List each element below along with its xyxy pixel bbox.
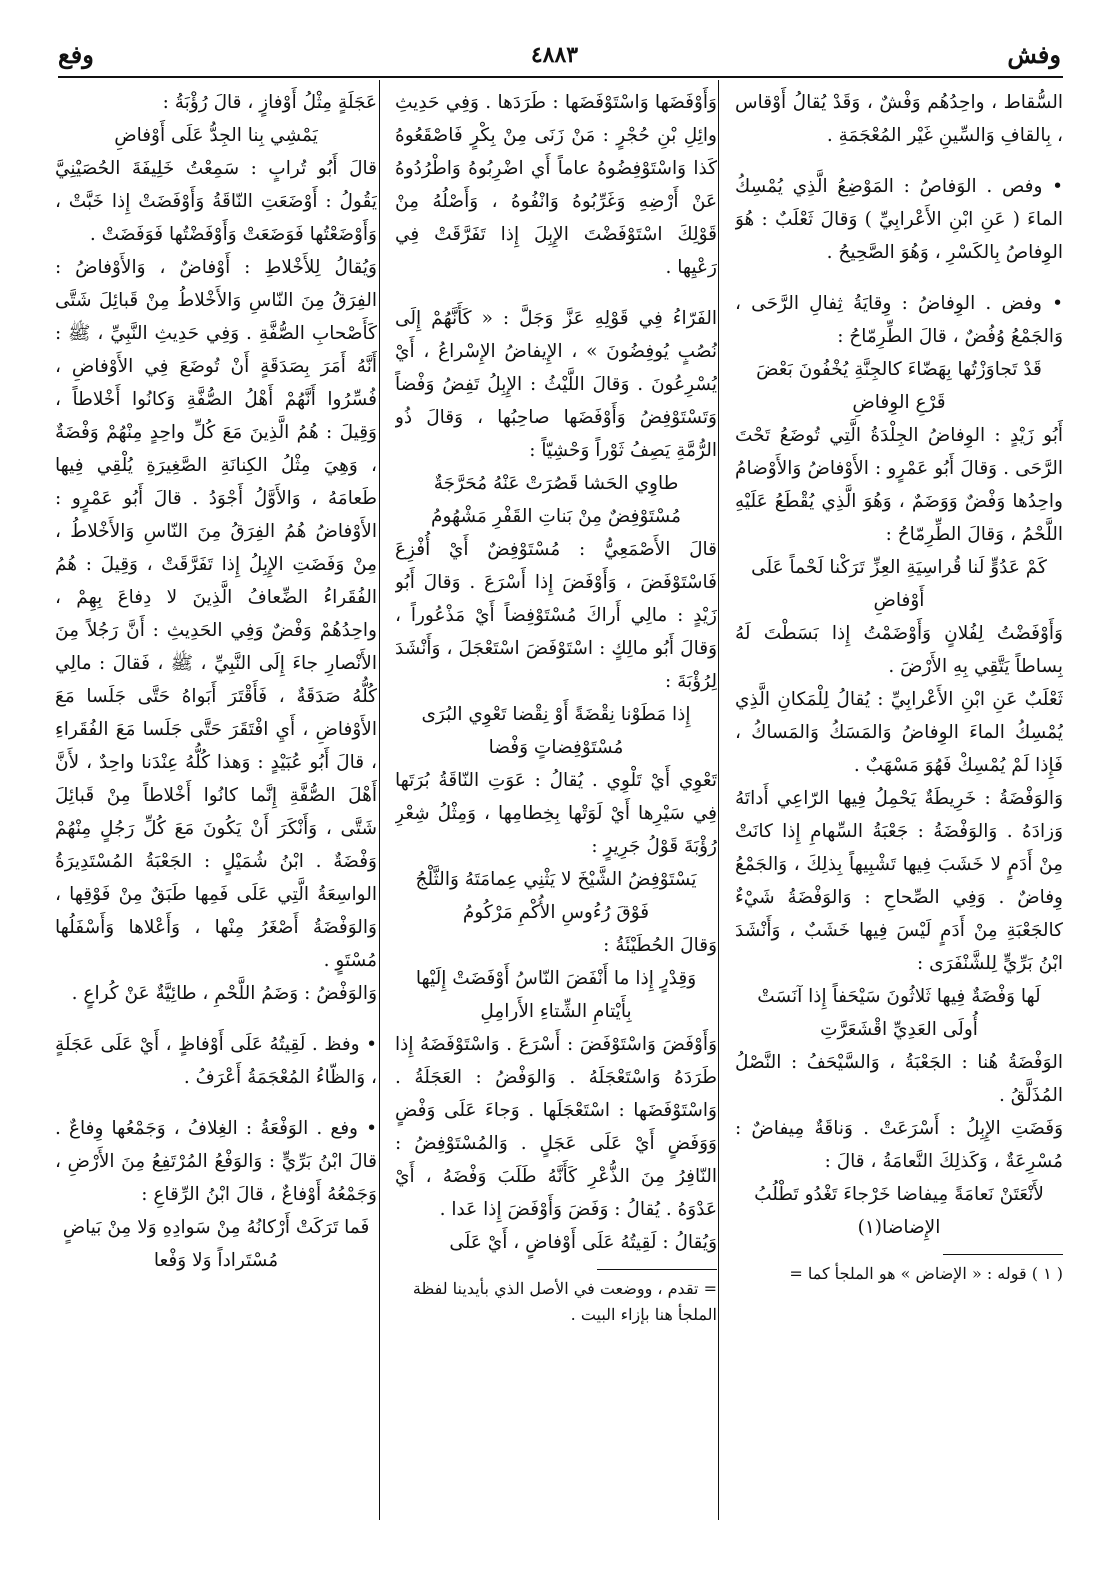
- verse: لَها وَفْضَةٌ فِيها ثَلاثُونَ سَيْحَفاً إِذا آنَسَتْ أُولَى العَدِيِّ اقْشَعَرَّتِ: [757, 986, 1041, 1040]
- column-1: [735, 86, 1063, 1526]
- paragraph: تَعْوِي أَيْ تَلْوِي . يُقالُ : عَوَتِ النّاقَةُ بُرَتَها فِي سَيْرِها أَيْ لَوَتْها بِخِطامِها ، وَمِثْلُ شِعْرِ رُؤْبَةَ قَوْلُ جَرِيرٍ :: [395, 770, 717, 857]
- paragraph: وَأَوْفَضَ وَاسْتَوْفَضَ : أَسْرَعَ . وَاسْتَوْفَضَهُ إِذا طَرَدَهُ وَاسْتَعْجَلَهُ . وَالوَفْضُ : العَجَلَةُ . وَاسْتَوْفَضَها : اسْتَعْجَلَها . وَجاءَ عَلَى وَفْضٍ وَوَفَضٍ أَيْ عَلَى عَجَلٍ . وَالمُسْتَوْفِضُ : النّافِرُ مِنَ الذُّعْرِ كَأَنَّهُ طَلَبَ وَفْضَهُ ، أَيْ عَدْوَهُ . يُقالُ : وَفَضَ وَأَوْفَضَ إِذا عَدا .: [395, 1034, 717, 1220]
- header-left-keyword: وفع: [58, 40, 94, 69]
- verse: كَمْ عَدُوٍّ لَنا قُراسِيَةِ العِزِّ تَرَكْنا لَحْماً عَلَى أَوْفاضِ: [751, 557, 1047, 611]
- verse: يَسْتَوْفِضُ الشَّيْخَ لا يَثْنِي عِمامَتَهُ وَالثَّلْجُ فَوْقَ رُءُوسِ الأُكْمِ مَرْكُومُ: [415, 869, 697, 923]
- paragraph: عَجَلَةٍ مِثْلُ أَوْفازٍ ، قالَ رُؤْبَةُ :: [162, 92, 377, 113]
- paragraph: السُّقاط ، واحِدُهُم وَفْشٌ ، وَقَدْ يُقالُ أَوْقاس ، بِالقافِ وَالسِّينِ غَيْر المُعْجَمَةِ .: [735, 92, 1063, 146]
- footnote-rule: [943, 1254, 1063, 1255]
- footnote-rule: [597, 1269, 717, 1270]
- column-divider-left: [379, 80, 380, 1520]
- entry-wafas: • وفص . الوَفاصُ : المَوْضِعُ الَّذِي يُمْسِكُ الماءَ ( عَنِ ابْنِ الأَعْرابِيِّ ) وَقالَ ثَعْلَبٌ : هُوَ الوِفاصُ بِالكَسْرِ ، وَهُوَ الصَّحِيحُ .: [735, 176, 1063, 263]
- paragraph: قالَ أَبُو تُرابٍ : سَمِعْتُ خَلِيفَةَ الحُصَيْنِيَّ يَقُولُ : أَوْضَعَتِ النّاقَةُ وَأَوْفَضَتْ إِذا خَبَّتْ ، وَأَوْضَعْتُها فَوَضَعَتْ وَأَوْفَضْتُها فَوَفَضَتْ .: [55, 158, 377, 245]
- paragraph: وَالوَفْضُ : وَضَمُ اللَّحْمِ ، طائِيَّةٌ عَنْ كُراعٍ .: [71, 983, 377, 1004]
- paragraph: الفَرّاءُ فِي قَوْلِهِ عَزَّ وَجَلَّ : « كَأَنَّهُمْ إِلَى نُصُبٍ يُوفِضُونَ » ، الإِيفاضُ الإِسْراعُ ، أَيْ يُسْرِعُونَ . وَقالَ اللَّيْثُ : الإِبِلُ تَفِضُ وَفْضاً وَتَسْتَوْفِضُ وَأَوْفَضَها صاحِبُها ، وَقالَ ذُو الرُّمَّةِ يَصِفُ ثَوْراً وَحْشِيّاً :: [395, 308, 717, 461]
- page-number: ٤٨٨٣: [530, 42, 579, 68]
- paragraph: قالَ الأَصْمَعِيُّ : مُسْتَوْفِضٌ أَيْ أُفْزِعَ فَاسْتَوْفَضَ ، وَأَوْفَضَ إِذا أَسْرَعَ . وَقالَ أَبُو زَيْدٍ : مالِي أَراكَ مُسْتَوْفِضاً أَيْ مَذْعُوراً ، وَقالَ أَبُو مالِكٍ : اسْتَوْفَضَ اسْتَعْجَلَ ، وَأَنْشَدَ لِرُؤْبَةَ :: [395, 539, 717, 692]
- header-rule: [58, 76, 1063, 78]
- paragraph: وَالوَفْضَةُ : خَرِيطَةٌ يَحْمِلُ فِيها الرّاعِي أَداتَهُ وَزادَهُ . وَالوَفْضَةُ : جَعْبَةُ السِّهامِ إِذا كانَتْ مِنْ أَدَمٍ لا خَشَبَ فِيها تَشْبِيهاً بِذلِكَ ، وَالجَمْعُ وِفاضٌ . وَفِي الصِّحاحِ : وَالوَفْضَةُ شَيْءٌ كالجَعْبَةِ مِنْ أَدَمٍ لَيْسَ فِيها خَشَبٌ ، وَأَنْشَدَ ابْنُ بَرِّيٍّ لِلشَّنْفَرَى :: [735, 788, 1063, 974]
- verse: إِذا مَطَوْنا نِقْضَةً أَوْ نِقْضا تَعْوِي البُرَى مُسْتَوْفِضاتٍ وَفْضا: [421, 704, 691, 758]
- entry-wafa: • وفع . الوَفْعَةُ : الغِلافُ ، وَجَمْعُها وِفاعٌ . قالَ ابْنُ بَرِّيٍّ : وَالوَفْعُ المُرْتَفِعُ مِنَ الأَرْضِ ، وَجَمْعُهُ أَوْفاعٌ ، قالَ ابْنُ الرِّقاعِ :: [55, 1118, 377, 1205]
- verse: فَما تَرَكَتْ أَرْكانُهُ مِنْ سَوادِهِ وَلا مِنْ بَياضٍ مُسْتَراداً وَلا وَفْعا: [62, 1217, 370, 1271]
- footnote: ( ١ ) قوله : « الإضاض » هو الملجأ كما =: [789, 1264, 1063, 1283]
- entry-wafaz: • وفظ . لَقِيتُهُ عَلَى أَوْفاظٍ ، أَيْ عَلَى عَجَلَةٍ ، وَالظّاءُ المُعْجَمَةُ أَعْرَفُ .: [55, 1034, 377, 1088]
- paragraph: وَأَوْفَضَها وَاسْتَوْفَضَها : طَرَدَها . وَفِي حَدِيثِ وائِلِ بْنِ حُجْرٍ : مَنْ زَنَى مِنْ بِكْرٍ فَاصْقَعُوهُ كَذا وَاسْتَوْفِضُوهُ عاماً أَي اضْرِبُوهُ وَاطْرُدُوهُ عَنْ أَرْضِهِ وَغَرِّبُوهُ وَانْفُوهُ ، وَأَصْلُهُ مِنْ قَوْلِكَ اسْتَوْفَضْتَ الإِبِلَ إِذا تَفَرَّقَتْ فِي رَعْيِها .: [395, 92, 717, 278]
- paragraph: الوَفْضَةُ هُنا : الجَعْبَةُ ، وَالسَّيْحَفُ : النَّصْلُ المُذَلَّقُ .: [735, 1052, 1063, 1106]
- entry-wafad: • وفض . الوِفاضُ : وِقايَةُ ثِفالِ الرَّحَى ، وَالجَمْعُ وُفُضٌ ، قالَ الطِّرِمّاحُ :: [735, 293, 1063, 347]
- header-right-keyword: وفش: [1007, 40, 1061, 69]
- verse: يَمْشِي بِنا الجِدُّ عَلَى أَوْفاضِ: [114, 125, 318, 146]
- footnote: = تقدم ، ووضعت في الأصل الذي بأيدينا لفظة الملجأ هنا بإزاء البيت .: [412, 1279, 717, 1324]
- column-3: [55, 86, 377, 1526]
- column-divider-right: [718, 80, 719, 1520]
- verse: قَدْ تَجاوَزْتُها بِهَضّاءَ كالجِنَّةِ يُخْفُونَ بَعْضَ قَرْعِ الوِفاضِ: [756, 359, 1042, 413]
- paragraph: وَقالَ الحُطَيْئَةُ :: [603, 935, 717, 956]
- paragraph: وَيُقالُ : لَقِيتُهُ عَلَى أَوْفاضٍ ، أَيْ عَلَى: [449, 1232, 717, 1253]
- verse: وَقِدْرٍ إِذا ما أَنْفَضَ النّاسُ أَوْفَضَتْ إِلَيْها بِأَيْتامِ الشِّتاءِ الأَرامِلِ: [415, 968, 697, 1022]
- paragraph: ثَعْلَبٌ عَنِ ابْنِ الأَعْرابِيِّ : يُقالُ لِلْمَكانِ الَّذِي يُمْسِكُ الماءَ الوِفاضُ وَالمَسَكُ وَالمَساكُ ، فَإِذا لَمْ يُمْسِكْ فَهُوَ مَسْهَبٌ .: [735, 689, 1063, 776]
- verse: طاوِي الحَشا قَصُرَتْ عَنْهُ مُحَرَّجَةٌ مُسْتَوْفِضٌ مِنْ بَناتِ القَفْرِ مَشْهُومُ: [430, 473, 681, 527]
- paragraph: وَفَضَتِ الإِبِلُ : أَسْرَعَتْ . وَناقَةٌ مِيفاضٌ : مُسْرِعَةٌ ، وَكَذلِكَ النَّعامَةُ ، قالَ :: [735, 1118, 1063, 1172]
- paragraph: وَيُقالُ لِلأَخْلاطِ : أَوْفاضٌ ، وَالأَوْفاضُ : الفِرَقُ مِنَ النّاسِ وَالأَخْلاطُ مِنْ قَبائِلَ شَتَّى كَأَصْحابِ الصُّفَّةِ . وَفِي حَدِيثِ النَّبِيِّ ، ﷺ : أَنَّهُ أَمَرَ بِصَدَقَةٍ أَنْ تُوضَعَ فِي الأَوْفاضِ ، فُسِّرُوا أَنَّهُمْ أَهْلُ الصُّفَّةِ وَكانُوا أَخْلاطاً ، وَقِيلَ : هُمُ الَّذِينَ مَعَ كُلِّ واحِدٍ مِنْهُمْ وَفْضَةٌ ، وَهِيَ مِثْلُ الكِنانَةِ الصَّغِيرَةِ يُلْقِي فِيها طَعامَهُ ، وَالأَوَّلُ أَجْوَدُ . قالَ أَبُو عَمْرٍو : الأَوْفاضُ هُمُ الفِرَقُ مِنَ النّاسِ وَالأَخْلاطُ ، مِنْ وَفَضَتِ الإِبِلُ إِذا تَفَرَّقَتْ ، وَقِيلَ : هُمُ الفُقَراءُ الضِّعافُ الَّذِينَ لا دِفاعَ بِهِمْ ، واحِدُهُمْ وَفْضٌ وَفِي الحَدِيثِ : أَنَّ رَجُلاً مِنَ الأَنْصارِ جاءَ إِلَى النَّبِيِّ ، ﷺ ، فَقالَ : مالِي كُلُّهُ صَدَقَةٌ ، فَأَقْتَرَ أَبَواهُ حَتَّى جَلَسا مَعَ الأَوْفاضِ ، أَيِ افْتَقَرَ حَتَّى جَلَسا مَعَ الفُقَراءِ ، قالَ أَبُو عُبَيْدٍ : وَهذا كُلُّهُ عِنْدَنا واحِدٌ ، لأَنَّ أَهْلَ الصُّفَّةِ إِنَّما كانُوا أَخْلاطاً مِنْ قَبائِلَ شَتَّى ، وَأَنْكَرَ أَنْ يَكُونَ مَعَ كُلِّ رَجُلٍ مِنْهُمْ وَفْضَةٌ . ابْنُ شُمَيْلٍ : الجَعْبَةُ المُسْتَدِيرَةُ الواسِعَةُ الَّتِي عَلَى فَمِها طَبَقٌ مِنْ فَوْقِها ، وَالوَفْضَةُ أَصْغَرُ مِنْها ، وَأَعْلاها وَأَسْفَلُها مُسْتَوٍ .: [55, 257, 377, 971]
- verse: لأَنْعَتَنْ نَعامَةً مِيفاضا خَرْجاءَ تَغْدُو تَطْلُبُ الإِضاضا(١): [754, 1184, 1044, 1238]
- paragraph: وَأَوْفَضْتُ لِفُلانٍ وَأَوْضَمْتُ إِذا بَسَطْتَ لَهُ بِساطاً يَتَّقِي بِهِ الأَرْضَ .: [735, 623, 1063, 677]
- paragraph: أَبُو زَيْدٍ : الوِفاضُ الجِلْدَةُ الَّتِي تُوضَعُ تَحْتَ الرَّحَى . وَقالَ أَبُو عَمْرٍو : الأَوْفاضُ وَالأَوْضامُ واحِدُها وَفْضٌ وَوَضَمٌ ، وَهُوَ الَّذِي يُقْطَعُ عَلَيْهِ اللَّحْمُ ، وَقالَ الطِّرِمّاحُ :: [735, 425, 1063, 545]
- column-2: [395, 86, 717, 1526]
